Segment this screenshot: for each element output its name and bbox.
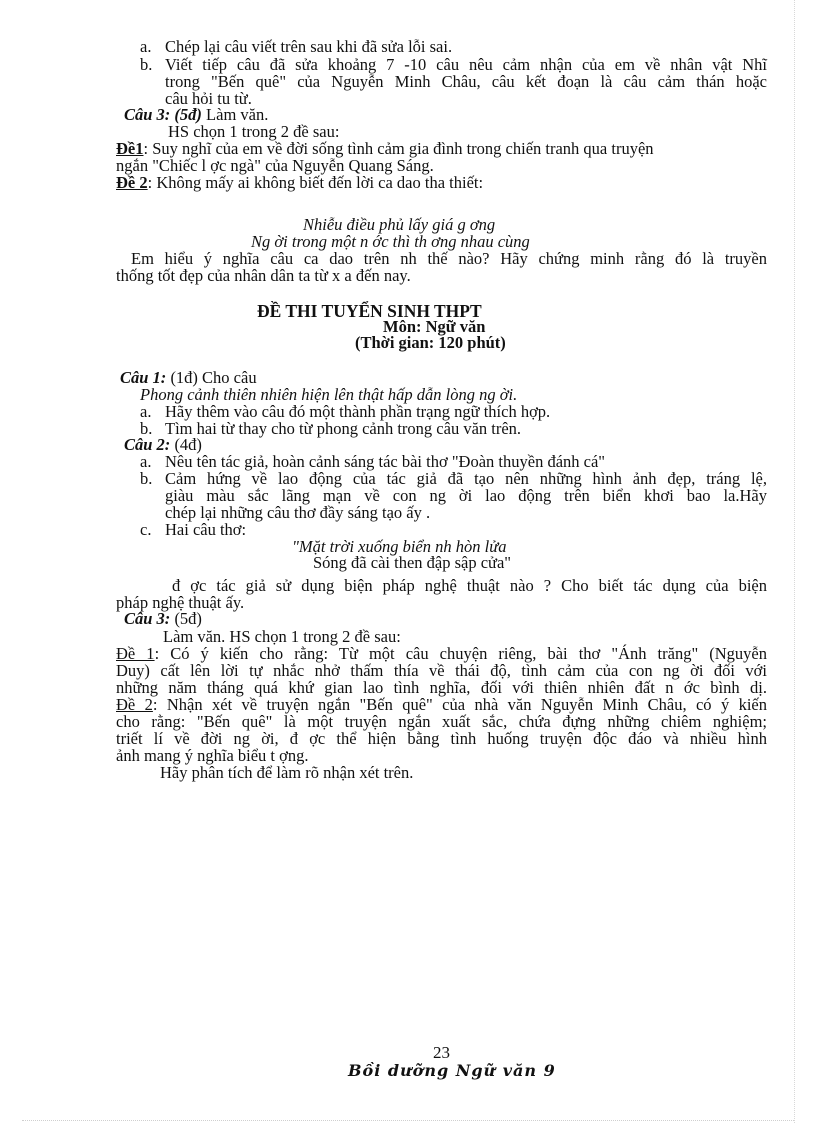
c2-marker-c: c. [140, 520, 152, 539]
d1-line3: những năm tháng quá khứ gian lao tình nghĩa, đối với thiên nhiên đất n ớc bình dị. [116, 678, 767, 697]
page-right-rule [794, 0, 795, 1123]
c3-label: Câu 3: [124, 609, 171, 628]
dc-line2: pháp nghệ thuật ấy. [116, 593, 245, 612]
de1-line1 [116, 140, 767, 157]
item-b-line3: câu hỏi tu từ. [165, 89, 252, 108]
c2-item-c: Hai câu thơ: [165, 520, 247, 539]
c3-heading [124, 610, 202, 627]
lamvan-line: Làm văn. HS chọn 1 trong 2 đề sau: [163, 627, 401, 646]
c1-sentence: Phong cảnh thiên nhiên hiện lên thật hấp dẫn lòng ng ời. [140, 385, 518, 404]
poem-line-1: Nhiễu điều phủ lấy giá g ơng [303, 215, 496, 234]
d1-label: Đề 1 [116, 644, 155, 663]
list-marker-a: a. [140, 37, 152, 56]
c1-item-a: Hãy thêm vào câu đó một thành phần trạng ngữ thích hợp. [165, 402, 551, 421]
c2-marker-a: a. [140, 452, 152, 471]
c1-marker-a: a. [140, 402, 152, 421]
c2-label: Câu 2: [124, 435, 171, 454]
exam-duration: (Thời gian: 120 phút) [355, 333, 506, 352]
cau3-heading [124, 106, 268, 123]
de1-label: Đề1 [116, 139, 144, 158]
de1-text: : Suy nghĩ của em về đời sống tình cảm gia đình trong chiến tranh qua truyện [143, 139, 654, 158]
de2-label: Đề 2 [116, 173, 148, 192]
poem-line-4: Sóng đã cài then đập sập cửa" [313, 553, 512, 572]
de1-line2: ngắn "Chiếc l ợc ngà" của Nguyễn Quang Sáng. [116, 156, 434, 175]
d2-line3: triết lí về đời ng ời, đ ợc thể hiện bằng tình huống truyện độc đáo và nhiều hình [116, 729, 767, 748]
c2-item-b-line1: Cảm hứng về lao động của tác giả đã tạo nên những hình ảnh đẹp, tráng lệ, [165, 469, 767, 488]
d1-line2: Duy) cất lên lời tự nhắc nhở thấm thía về thái độ, tình cảm của con ng ời đối với [116, 661, 767, 680]
d1-text: : Có ý kiến cho rằng: Từ một câu chuyện riêng, bài thơ "Ánh trăng" (Nguyễn [154, 644, 767, 663]
de2-text: : Không mấy ai không biết đến lời ca dao tha thiết: [147, 173, 484, 192]
exam-subject: Môn: Ngữ văn [383, 317, 486, 336]
poem-line-3: "Mặt trời xuống biển nh hòn lửa [292, 537, 507, 556]
item-a-text: Chép lại câu viết trên sau khi đã sửa lỗi sai. [165, 37, 453, 56]
em-hieu-line2: thống tốt đẹp của nhân dân ta từ x a đến nay. [116, 266, 411, 285]
c1-marker-b: b. [140, 419, 153, 438]
hs-chon-line: HS chọn 1 trong 2 đề sau: [168, 122, 340, 141]
c1-item-b: Tìm hai từ thay cho từ phong cảnh trong câu văn trên. [165, 419, 522, 438]
cau3-label: Câu 3: (5đ) [124, 105, 202, 124]
c2-text: (4đ) [170, 435, 202, 454]
footer-brand: Bồi dưỡng Ngữ văn 9 [348, 1061, 556, 1080]
dc-line1: đ ợc tác giả sử dụng biện pháp nghệ thuật nào ? Cho biết tác dụng của biện [172, 576, 767, 595]
d2-line1 [116, 696, 767, 713]
c1-heading [120, 369, 257, 386]
d2-text: : Nhận xét về truyện ngắn "Bến quê" của nhà văn Nguyễn Minh Châu, có ý kiến [152, 695, 767, 714]
d2-line4: ảnh mang ý nghĩa biểu t ợng. [116, 746, 309, 765]
item-b-line1: Viết tiếp câu đã sửa khoảng 7 -10 câu nêu cảm nhận của em về nhân vật Nhĩ [165, 55, 767, 74]
c1-label: Câu 1: [120, 368, 167, 387]
item-b-line2: trong "Bến quê" của Nguyễn Minh Châu, câu kết đoạn là câu cảm thán hoặc [165, 72, 767, 91]
list-marker-b: b. [140, 55, 153, 74]
de2-line [116, 174, 483, 191]
hay-phan-tich-line: Hãy phân tích để làm rõ nhận xét trên. [160, 763, 414, 782]
page-bottom-rule [22, 1120, 794, 1121]
poem-line-2: Ng ời trong một n ớc thì th ơng nhau cùng [251, 232, 530, 251]
c2-heading [124, 436, 202, 453]
c2-item-b-line3: chép lại những câu thơ đầy sáng tạo ấy . [165, 503, 431, 522]
cau3-text: Làm văn. [201, 105, 269, 124]
c2-marker-b: b. [140, 469, 153, 488]
c2-item-b-line2: giàu màu sắc lãng mạn về con ng ời lao động trên biển khơi bao la.Hãy [165, 486, 767, 505]
d2-label: Đề 2 [116, 695, 153, 714]
em-hieu-line1: Em hiểu ý nghĩa câu ca dao trên nh thế nào? Hãy chứng minh rằng đó là truyền [131, 249, 767, 268]
page-number: 23 [433, 1043, 450, 1062]
c1-text: (1đ) Cho câu [166, 368, 257, 387]
c2-item-a: Nêu tên tác giả, hoàn cảnh sáng tác bài thơ "Đoàn thuyền đánh cá" [165, 452, 606, 471]
c3-text: (5đ) [170, 609, 202, 628]
d1-line1 [116, 645, 767, 662]
d2-line2: cho rằng: "Bến quê" là một truyện ngắn xuất sắc, chứa đựng những chiêm nghiệm; [116, 712, 767, 731]
exam-title: ĐỀ THI TUYỂN SINH THPT [257, 301, 482, 321]
